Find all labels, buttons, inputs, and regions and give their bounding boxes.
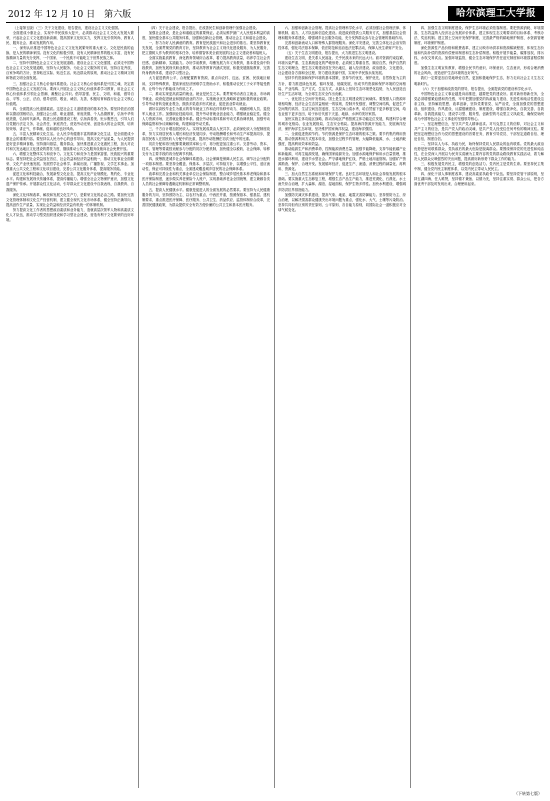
article-paragraph: 坚持节约资源和保护环境的基本国策，坚持节约优先、保护优先、自然恢复为主的方针，着力推进绿色发展、循环发展、低碳发展，形成节约资源和保护环境的空间格局、产业结构、生产方式、生活方式，从源头上扭转生态环境恶化趋势，为人民创造良好生产生活环境，为全球生态安全作出贡献。 [278, 76, 406, 96]
article-paragraph: 改革和完善企业和机关事业单位社会保险制度，整合城乡居民基本养老保险和基本医疗保险制度，逐步做实养老保险个人账户，实现基础养老金全国统筹，建立兼顾各类人员的社会保障待遇确定机制和正常调整机制。 [142, 172, 270, 187]
article-paragraph: 全面实施素质教育，深化教育领域综合改革，着力提高教育质量，培养学生社会责任感、创新精神、实践能力。办好学前教育，均衡发展九年义务教育，基本普及高中阶段教育，加快发展现代职业教育，推动高等教育内涵式发展，积极发展继续教育，完善终身教育体系，建设学习型社会。 [142, 56, 270, 76]
column-4 [414, 26, 544, 788]
article-paragraph: 一、坚定理想信念，坚守共产党人精神追求。对马克思主义的信仰，对社会主义和共产主义的信念，是共产党人的政治灵魂，是共产党人经受住任何考验的精神支柱。要把坚定理想信念作为党的思想建设的首要任务，教育引导党员、干部坚定道路自信、理论自信、制度自信。 [414, 121, 544, 142]
article-paragraph: 全面建成小康社会，实现中华民族伟大复兴，必须推动社会主义文化大发展大繁荣，兴起社会主义文化建设新高潮，提高国家文化软实力，发挥文化引领风尚、教育人民、服务社会、推动发展的作用。 [6, 31, 134, 46]
article-paragraph: 加强社会建设，是社会和谐稳定的重要保证。必须从维护最广大人民根本利益的高度，加快健全基本公共服务体系，加强和创新社会管理，推动社会主义和谐社会建设。 [142, 31, 270, 41]
article-paragraph: 一、深刻认识推进中国特色社会主义文化发展繁荣的重大意义。文化是民族的血脉，是人民的精神家园。没有文化的积极引领，没有人民精神世界的极大丰富，没有民族精神力量的充分发挥，一个国家、一个民族不可能屹立于世界民族之林。 [6, 46, 134, 61]
article-paragraph: 我们一定要更加自觉地珍爱自然，更加积极地保护生态，努力走向社会主义生态文明新时代。 [414, 76, 544, 86]
article-paragraph: 四、统筹推进城乡社会保障体系建设。社会保障是保障人民生活、调节社会分配的一项基本制度。要坚持全覆盖、保基本、多层次、可持续方针，以增强公平性、适应流动性、保证可持续性为重点，全面建成覆盖城乡居民的社会保障体系。 [142, 157, 270, 172]
page-header [6, 6, 544, 23]
article-paragraph: 二、推动实现更高质量的就业。就业是民生之本。要贯彻劳动者自主就业、市场调节就业、政府促进就业和鼓励创业的方针，实施就业优先战略和更加积极的就业政策。引导劳动者转变就业观念，鼓励多渠道多形式就业，促进创业带动就业。 [142, 91, 270, 106]
article-paragraph: 五、提高人民健康水平。健康是促进人的全面发展的必然要求。要坚持为人民健康服务的方向，坚持预防为主、以农村为重点、中西医并重，按照保基本、强基层、建机制要求，重点推进医疗保障、医疗服务、公共卫生、药品供应、监管体制综合改革，完善国民健康政策，为群众提供安全有效方便价廉的公共卫生和基本医疗服务。 [142, 187, 270, 207]
article-paragraph: 深化资源性产品价格和税费改革，建立反映市场供求和资源稀缺程度、体现生态价值和代际补偿的资源有偿使用制度和生态补偿制度。积极开展节能量、碳排放权、排污权、水权交易试点。加强环境监管，健全生态环境保护责任追究制度和环境损害赔偿制度。 [414, 46, 544, 66]
column-divider [410, 26, 411, 788]
article-paragraph: 三、千方百计增加居民收入。实现发展成果由人民共享，必须深化收入分配制度改革，努力实现居民收入增长和经济发展同步、劳动报酬增长和劳动生产率提高同步，提高居民收入在国民收入分配中的比重，提高劳动报酬在初次分配中的比重。 [142, 126, 270, 142]
issue-date: 2012 年 12 月 10 日 第六版 [8, 10, 132, 20]
article-paragraph: 四、全面提高公民道德素质。这是社会主义道德建设的基本任务。要坚持依法治国和以德治国相结合，加强社会公德、职业道德、家庭美德、个人品德教育，弘扬中华传统美德，弘扬时代新风。推进公民道德建设工程，弘扬真善美、贬斥假恶丑，引导人们自觉履行法定义务、社会责任、家庭责任，营造劳动光荣、创造伟大的社会氛围，培育知荣辱、讲正气、作奉献、促和谐的良好风尚。 [6, 106, 134, 131]
article-paragraph: 促进文化和科技融合，发展新型文化业态，提高文化产业规模化、集约化、专业化水平。构建和发展现代传播体系，提高传播能力。增强全社会文物保护意识，加强文化遗产保护传承。开展群众性文化活动，引导群众在文化建设中自我表现、自我教育、自我服务。 [6, 172, 134, 192]
article-paragraph: 一、优化国土空间开发格局。国土是生态文明建设的空间载体。要按照人口资源环境相均衡、经济社会生态效益相统一的原则，控制开发强度，调整空间结构，促进生产空间集约高效、生活空间宜居适度、生态空间山清水秀，给自然留下更多修复空间，给农业留下更多良田，给子孙后代留下天蓝、地绿、水净的美好家园。 [278, 96, 406, 116]
article-paragraph: （五）关于生态文明建设，报告提出，大力推进生态文明建设。 [284, 51, 379, 56]
article-paragraph: 做好以高校毕业生为重点的青年就业工作和农村转移劳动力、城镇困难人员、退役军人就业工作。加强职业技能培训，提升劳动者就业创业能力，增强就业稳定性。健全人力资源市场，完善就业服务体系。健全劳动标准体系和劳动关系协调机制，加强劳动保障监察和争议调解仲裁，构建和谐劳动关系。 [142, 106, 270, 126]
article-paragraph: （六）关于加强和改善党的领导，报告提出，全面提高党的建设科学化水平。 [420, 86, 535, 91]
article-paragraph: 二、全面促进资源节约。节约资源是保护生态环境的根本之策。要节约集约利用资源，推动资源利用方式根本转变，加强全过程节约管理，大幅降低能源、水、土地消耗强度，提高利用效率和效益。 [278, 131, 406, 147]
article-paragraph: 四、加强生态文明制度建设。保护生态环境必须依靠制度。要把资源消耗、环境损害、生态效益纳入经济社会发展评价体系，建立体现生态文明要求的目标体系、考核办法、奖惩机制。建立国土空间开发保护制度，完善最严格的耕地保护制度、水资源管理制度、环境保护制度。 [414, 26, 544, 46]
article-paragraph: 大力促进教育公平，合理配置教育资源，重点向农村、边远、贫困、民族地区倾斜，支持特殊教育，提高家庭经济困难学生资助水平，积极推动农民工子女平等接受教育，让每个孩子都能成为有用之才。 [142, 76, 270, 91]
article-paragraph: 推动能源生产和消费革命，控制能源消费总量，加强节能降耗，支持节能低碳产业和新能源、可再生能源发展，确保国家能源安全。加强水源地保护和用水总量管理，推进水循环利用，建设节水型社会。严守耕地保护红线，严格土地用途管制。加强矿产资源勘查、保护、合理开发。发展循环经济，促进生产、流通、消费过程的减量化、再利用、资源化。 [278, 147, 406, 172]
article-paragraph: 加强生态文明宣传教育，增强全民节约意识、环保意识、生态意识，形成合理消费的社会风尚，营造爱护生态环境的良好风气。 [414, 66, 544, 76]
article-paragraph: 中国特色社会主义事业越是向前推进，越要把党的建设好。面对新形势新任务，全党必须增强紧迫感和责任感，牢牢把握加强党的执政能力建设、先进性和纯洁性建设这条主线，坚持解放思想、改革创新，坚持党要管党、从严治党，全面加强党的思想建设、组织建设、作风建设、反腐倡廉建设、制度建设，增强自我净化、自我完善、自我革新、自我提高能力，建设学习型、服务型、创新型的马克思主义执政党，确保党始终成为中国特色社会主义事业的坚强领导核心。 [414, 91, 544, 121]
article-paragraph: 三、加强社会主义核心价值体系建设。社会主义核心价值体系是兴国之魂，决定着中国特色社会主义发展方向。要深入开展社会主义核心价值体系学习教育，用社会主义核心价值体系引领社会思潮、凝聚社会共识。倡导富强、民主、文明、和谐，倡导自由、平等、公正、法治，倡导爱国、敬业、诚信、友善，积极培育和践行社会主义核心价值观。 [6, 81, 134, 106]
article-paragraph: 建设生态文明，是关系人民福祉、关乎民族未来的长远大计。面对资源约束趋紧、环境污染严重、生态系统退化的严峻形势，必须树立尊重自然、顺应自然、保护自然的生态文明理念，把生态文明建设放在突出地位，融入经济建设、政治建设、文化建设、社会建设各方面和全过程，努力建设美丽中国，实现中华民族永续发展。 [278, 56, 406, 76]
article-body [6, 26, 544, 788]
article-paragraph: 一、努力办好人民满意的教育。教育是民族振兴和社会进步的基石。要坚持教育优先发展，全面贯彻党的教育方针，坚持教育为社会主义现代化建设服务、为人民服务，把立德树人作为教育的根本任务，培养德智体美全面发展的社会主义建设者和接班人。 [142, 41, 270, 56]
article-paragraph: 加快实施主体功能区战略，推动各地区严格按照主体功能定位发展，构建科学合理的城市化格局、农业发展格局、生态安全格局。提高海洋资源开发能力，发展海洋经济，保护海洋生态环境，坚决维护国家海洋权益，建设海洋强国。 [278, 116, 406, 131]
article-paragraph: 二、坚持以人为本、执政为民，始终保持党同人民群众的血肉联系。党的最大政治优势是密切联系群众，党执政后的最大危险是脱离群众。要围绕保持党的先进性和纯洁性，在全党深入开展以为民务实清廉为主要内容的党的群众路线教育实践活动，着力解决人民群众反映强烈的突出问题，提高做好新形势下群众工作的能力。 [414, 142, 544, 162]
article-paragraph: 深化文化体制改革，解放和发展文化生产力，是繁荣文化的必由之路。要加快完善文化管理体制和文化生产经营机制，建立健全现代文化市场体系，健全坚持正确导向、提高创作生产质量、实现社会效益和经济效益有机统一的体制机制。 [6, 192, 134, 207]
article-paragraph: 二、坚持中国特色社会主义文化发展道路。建设社会主义文化强国，必须走中国特色社会主义文化发展道路，坚持为人民服务、为社会主义服务的方向，坚持百花齐放、百家争鸣的方针，坚持贴近实际、贴近生活、贴近群众的原则，推动社会主义精神文明和物质文明全面发展。 [6, 61, 134, 81]
article-paragraph: （四）关于社会建设，报告提出，在改善民生和创新管理中加强社会建设。 [148, 26, 260, 30]
column-2 [142, 26, 270, 788]
article-paragraph: 六、加强和创新社会管理。提高社会管理科学化水平，必须加强社会管理法律、体制机制、能力、人才队伍和信息化建设。改进政府提供公共服务方式，加强基层社会管理和服务体系建设，增强城乡社区服务功能，充分发挥群众参与社会管理的基础作用。 [278, 26, 406, 41]
column-1 [6, 26, 134, 788]
column-divider [138, 26, 139, 788]
article-paragraph: 五、丰富人民精神文化生活。让人民享有健康丰富的精神文化生活，是全面建成小康社会的重要内容。要坚持以人民为中心的创作导向，提高文化产品质量，为人民提供更好更多精神食粮。坚持面向基层、服务群众，加快推进重点文化惠民工程，加大对农村和欠发达地区文化建设的帮扶力度，继续推动公共文化服务设施向社会免费开放。 [6, 131, 134, 152]
article-paragraph: 六、增强文化整体实力和竞争力。文化实力和竞争力是国家富强、民族振兴的重要标志。要坚持把社会效益放在首位、社会效益和经济效益相统一，推动文化事业全面繁荣、文化产业快速发展。发展哲学社会科学、新闻出版、广播影视、文学艺术事业。加强重大公共文化工程和文化项目建设，完善公共文化服务体系，提高服务效能。 [6, 152, 134, 172]
article-paragraph: 努力提高文化工作者的思想政治素质和业务能力，造就高层次领军人物和高素质文化人才队伍，推动学习型党组织建设和学习型社会建设，营造有利于文化繁荣的良好环境。 [6, 207, 134, 222]
article-paragraph: 四、深化干部人事制度改革，建设高素质执政骨干队伍。要坚持党管干部原则，坚持五湖四海、任人唯贤，坚持德才兼备、以德为先，坚持注重实绩、群众公认，把各方面优秀干部及时发现出来、合理使用起来。 [414, 172, 544, 187]
article-paragraph: 三、加大自然生态系统和环境保护力度。良好生态环境是人和社会持续发展的根本基础。要实施重大生态修复工程，增强生态产品生产能力，推进荒漠化、石漠化、水土流失综合治理，扩大森林、湖泊、湿地面积，保护生物多样性。加快水利建设，增强城乡防洪抗旱排涝能力。 [278, 172, 406, 192]
article-paragraph: 加强防灾减灾体系建设，提高气象、地质、地震灾害防御能力。坚持预防为主、综合治理，以解决损害群众健康突出环境问题为重点，强化水、大气、土壤等污染防治。坚持共同但有区别的责任原则、公平原则、各自能力原则，同国际社会一道积极应对全球气候变化。 [278, 192, 406, 212]
article-paragraph: 完善和创新流动人口和特殊人群管理服务。深化平安建设，完善立体化社会治安防控体系，强化司法基本保障，依法防范和惩治违法犯罪活动，保障人民生命财产安全。 [278, 41, 406, 51]
article-paragraph: （上接第五版）（三）关于文化建设，报告提出，建设社会主义文化强国。 [12, 26, 122, 30]
continued-note: （下转第七版） [514, 791, 542, 796]
column-3 [278, 26, 406, 788]
newspaper-masthead: 哈尔滨理工大学报 [448, 6, 544, 21]
article-paragraph: 初次分配和再分配都要兼顾效率和公平，再分配更加注重公平。完善劳动、资本、技术、管理等要素按贡献参与分配的初次分配机制，加快健全以税收、社会保障、转移支付为主要手段的再分配调节机制。 [142, 142, 270, 157]
column-divider [274, 26, 275, 788]
article-paragraph: 三、积极发展党内民主，增强党的创造活力。党内民主是党的生命。要坚持民主集中制，健全党内民主制度体系，以党内民主带动人民民主。 [414, 162, 544, 172]
